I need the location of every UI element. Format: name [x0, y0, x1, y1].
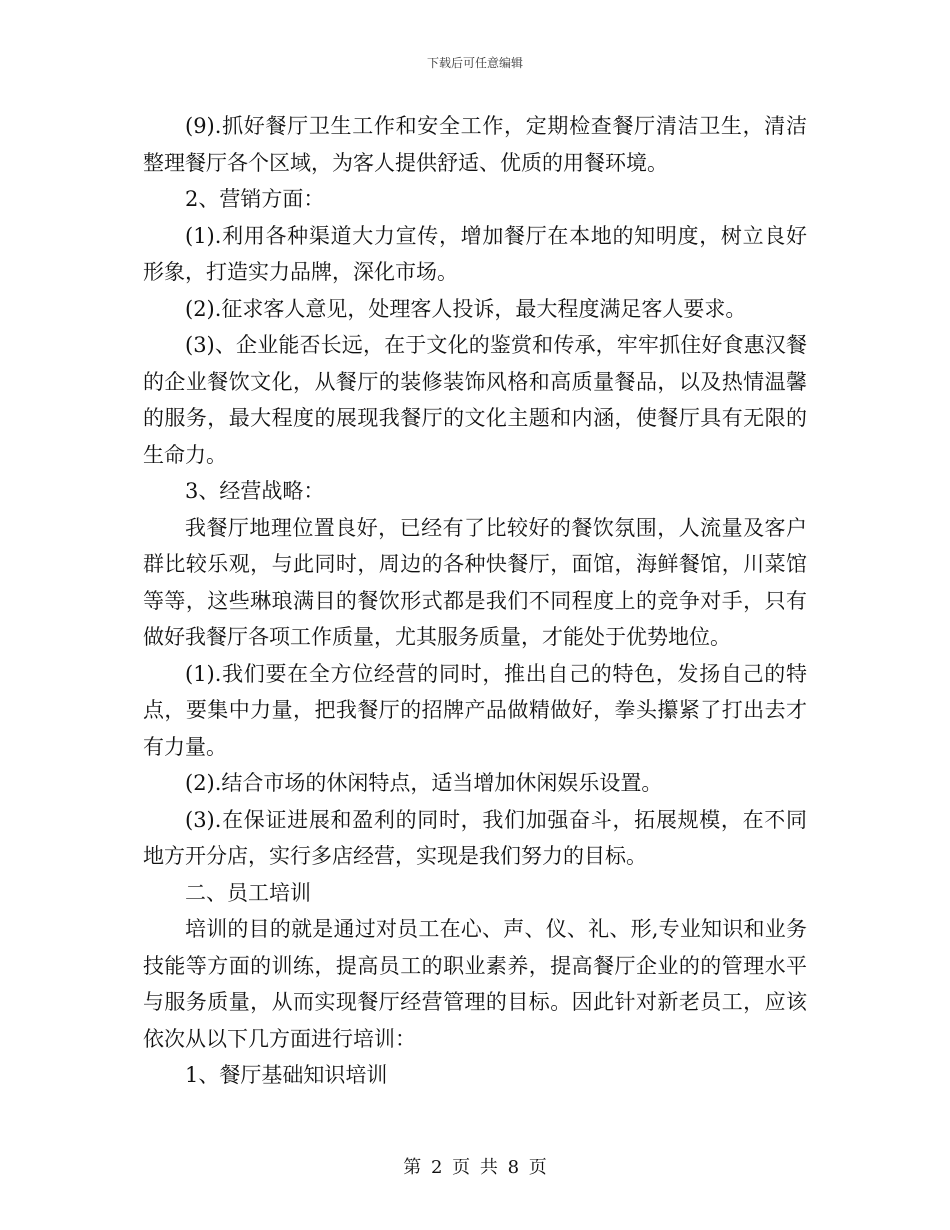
document-body: [143, 108, 807, 1094]
heading-marketing: 2、营销方面：: [185, 187, 325, 211]
page-number: 第 2 页 共 8 页: [403, 1157, 547, 1178]
paragraph-marketing-3: (3)、企业能否长远，在于文化的鉴赏和传承，牢牢抓住好食惠汉餐的企业餐饮文化，从餐厅的装修装饰风格和高质量餐品，以及热情温馨的服务，最大程度的展现我餐厅的文化主题和内涵，使餐厅具有无限的生命力。: [143, 333, 807, 467]
paragraph-marketing-1: (1).利用各种渠道大力宣传，增加餐厅在本地的知明度，树立良好形象，打造实力品牌，深化市场。: [143, 223, 807, 284]
paragraph-strategy-2: (2).结合市场的休闲特点，适当增加休闲娱乐设置。: [185, 771, 663, 795]
page-header: 下载后可任意编辑: [426, 56, 523, 70]
paragraph-strategy-intro: 我餐厅地理位置良好，已经有了比较好的餐饮氛围，人流量及客户群比较乐观，与此同时，周边的各种快餐厅，面馆，海鲜餐馆，川菜馆等等，这些琳琅满目的餐饮形式都是我们不同程度上的竞争对手，只有做好我餐厅各项工作质量，尤其服务质量，才能处于优势地位。: [143, 515, 807, 649]
paragraph-marketing-2: (2).征求客人意见，处理客人投诉，最大程度满足客人要求。: [185, 296, 747, 321]
paragraph-training-intro: 培训的目的就是通过对员工在心、声、仪、礼、形,专业知识和业务技能等方面的训练，提高员工的职业素养，提高餐厅企业的的管理水平与服务质量，从而实现餐厅经营管理的目标。因此针对新老员工，应该依次从以下几方面进行培训：: [143, 917, 807, 1051]
heading-training: 二、员工培训: [185, 880, 311, 905]
heading-strategy: 3、经营战略：: [185, 479, 325, 503]
heading-training-basics: 1、餐厅基础知识培训: [185, 1063, 388, 1087]
paragraph-strategy-3: (3).在保证进展和盈利的同时，我们加强奋斗，拓展规模，在不同地方开分店，实行多店经营，实现是我们努力的目标。: [143, 807, 807, 868]
paragraph-strategy-1: (1).我们要在全方位经营的同时，推出自己的特色，发扬自己的特点，要集中力量，把我餐厅的招牌产品做精做好，拳头攥紧了打出去才有力量。: [143, 661, 807, 759]
paragraph-hygiene: (9).抓好餐厅卫生工作和安全工作，定期检查餐厅清洁卫生，清洁整理餐厅各个区域，为客人提供舒适、优质的用餐环境。: [143, 114, 807, 175]
